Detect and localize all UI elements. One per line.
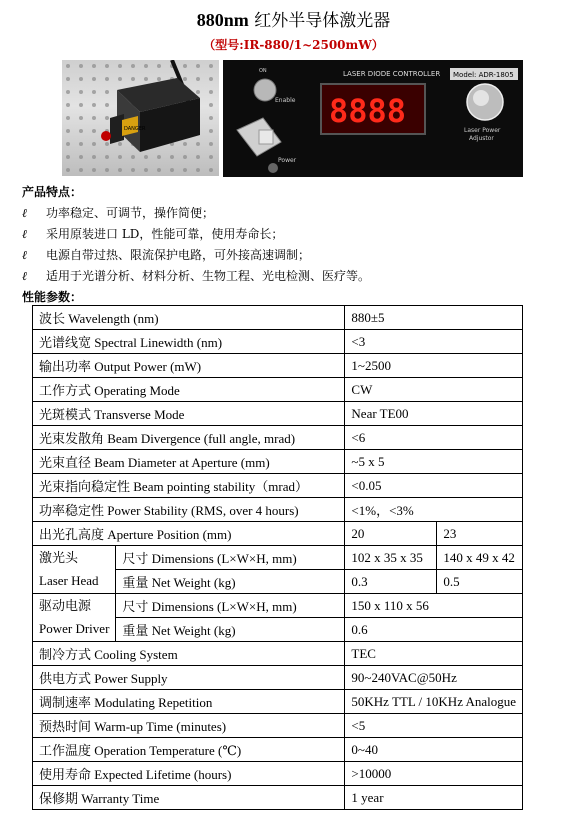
value-cell: 140 x 49 x 42 <box>437 546 523 570</box>
display-digits: 8888 <box>329 92 407 130</box>
param-cell: 供电方式 Power Supply <box>33 666 345 690</box>
table-row <box>33 522 523 546</box>
danger-label: DANGER <box>124 126 146 132</box>
param-cell: 重量 Net Weight (kg) <box>116 570 345 594</box>
value-cell: 0~40 <box>345 738 523 762</box>
enable-label: Enable <box>275 97 296 104</box>
value-cell: 0.5 <box>437 570 523 594</box>
value-cell: CW <box>345 378 523 402</box>
param-cell: 光束指向稳定性 Beam pointing stability（mrad） <box>33 474 345 498</box>
value-cell: <3 <box>345 330 523 354</box>
param-cell: 尺寸 Dimensions (L×W×H, mm) <box>116 594 345 618</box>
spec-table <box>32 305 523 810</box>
table-row <box>33 762 523 786</box>
laser-head-photo <box>62 60 219 176</box>
param-cell: 工作方式 Operating Mode <box>33 378 345 402</box>
value-cell: 0.3 <box>345 570 437 594</box>
param-cell: 光束发散角 Beam Divergence (full angle, mrad) <box>33 426 345 450</box>
value-cell: 50KHz TTL / 10KHz Analogue <box>345 690 523 714</box>
param-cell: 光斑模式 Transverse Mode <box>33 402 345 426</box>
table-row <box>33 546 523 570</box>
value-cell: 0.6 <box>345 618 523 642</box>
param-cell: 光束直径 Beam Diameter at Aperture (mm) <box>33 450 345 474</box>
value-cell: 1 year <box>345 786 523 810</box>
param-cell: 预热时间 Warm-up Time (minutes) <box>33 714 345 738</box>
table-row <box>33 594 523 618</box>
table-row <box>33 498 523 522</box>
value-cell: <1%，<3% <box>345 498 523 522</box>
table-row <box>33 306 523 330</box>
power-label: Power <box>278 157 297 164</box>
value-cell: Near TE00 <box>345 402 523 426</box>
page-title <box>0 6 587 31</box>
value-cell: >10000 <box>345 762 523 786</box>
param-cell: 出光孔高度 Aperture Position (mm) <box>33 522 345 546</box>
value-cell: <5 <box>345 714 523 738</box>
laser-beam-spot <box>101 131 111 141</box>
value-cell: 150 x 110 x 56 <box>345 594 523 618</box>
feature-item: ℓ 功率稳定、可调节，操作简便； <box>22 206 215 220</box>
table-row <box>33 474 523 498</box>
value-cell: 1~2500 <box>345 354 523 378</box>
feature-item: ℓ 适用于光谱分析、材料分析、生物工程、光电检测、医疗等。 <box>22 269 371 283</box>
panel-title: LASER DIODE CONTROLLER <box>343 70 441 78</box>
model-line: （型号:IR-880/1~2500mW） <box>203 38 384 52</box>
title-model: 880nm <box>196 10 249 30</box>
on-label: ON <box>259 68 267 74</box>
table-row <box>33 690 523 714</box>
table-row <box>33 378 523 402</box>
value-cell: 23 <box>437 522 523 546</box>
bullet-icon: ℓ <box>22 248 27 262</box>
param-cell: 工作温度 Operation Temperature (℃) <box>33 738 345 762</box>
power-driver-illustration <box>223 60 523 177</box>
table-row <box>33 426 523 450</box>
knob-label-2: Adjustor <box>469 135 494 142</box>
laser-head-label: 激光头 Laser Head <box>33 546 116 594</box>
value-cell: 102 x 35 x 35 <box>345 546 437 570</box>
table-row <box>33 354 523 378</box>
feature-item: ℓ 电源自带过热、限流保护电路，可外接高速调制； <box>22 248 311 262</box>
table-row <box>33 402 523 426</box>
bullet-icon: ℓ <box>22 206 27 220</box>
key-switch <box>254 79 276 101</box>
knob-label-1: Laser Power <box>464 127 501 134</box>
param-cell: 波长 Wavelength (nm) <box>33 306 345 330</box>
table-row <box>33 714 523 738</box>
table-row <box>33 642 523 666</box>
table-row <box>33 450 523 474</box>
param-cell: 保修期 Warranty Time <box>33 786 345 810</box>
title-cn: 红外半导体激光器 <box>254 11 391 31</box>
value-cell: <6 <box>345 426 523 450</box>
table-row <box>33 738 523 762</box>
value-cell: 90~240VAC@50Hz <box>345 666 523 690</box>
value-cell: TEC <box>345 642 523 666</box>
param-cell: 光谱线宽 Spectral Linewidth (nm) <box>33 330 345 354</box>
features-heading: 产品特点： <box>22 185 83 199</box>
laser-head-illustration <box>62 60 219 176</box>
table-row <box>33 330 523 354</box>
specs-heading: 性能参数： <box>22 290 83 304</box>
param-cell: 制冷方式 Cooling System <box>33 642 345 666</box>
param-cell: 功率稳定性 Power Stability (RMS, over 4 hours) <box>33 498 345 522</box>
bullet-icon: ℓ <box>22 227 27 241</box>
value-cell: 880±5 <box>345 306 523 330</box>
table-row <box>33 666 523 690</box>
param-cell: 调制速率 Modulating Repetition <box>33 690 345 714</box>
table-row <box>33 786 523 810</box>
bullet-icon: ℓ <box>22 269 27 283</box>
param-cell: 重量 Net Weight (kg) <box>116 618 345 642</box>
panel-model: Model: ADR-1805 <box>453 71 514 79</box>
param-cell: 尺寸 Dimensions (L×W×H, mm) <box>116 546 345 570</box>
param-cell: 使用寿命 Expected Lifetime (hours) <box>33 762 345 786</box>
value-cell: 20 <box>345 522 437 546</box>
power-driver-photo <box>223 60 523 177</box>
power-driver-label: 驱动电源 Power Driver <box>33 594 116 642</box>
value-cell: ~5 x 5 <box>345 450 523 474</box>
value-cell: <0.05 <box>345 474 523 498</box>
feature-item: ℓ 采用原装进口 LD，性能可靠，使用寿命长； <box>22 227 284 241</box>
param-cell: 输出功率 Output Power (mW) <box>33 354 345 378</box>
